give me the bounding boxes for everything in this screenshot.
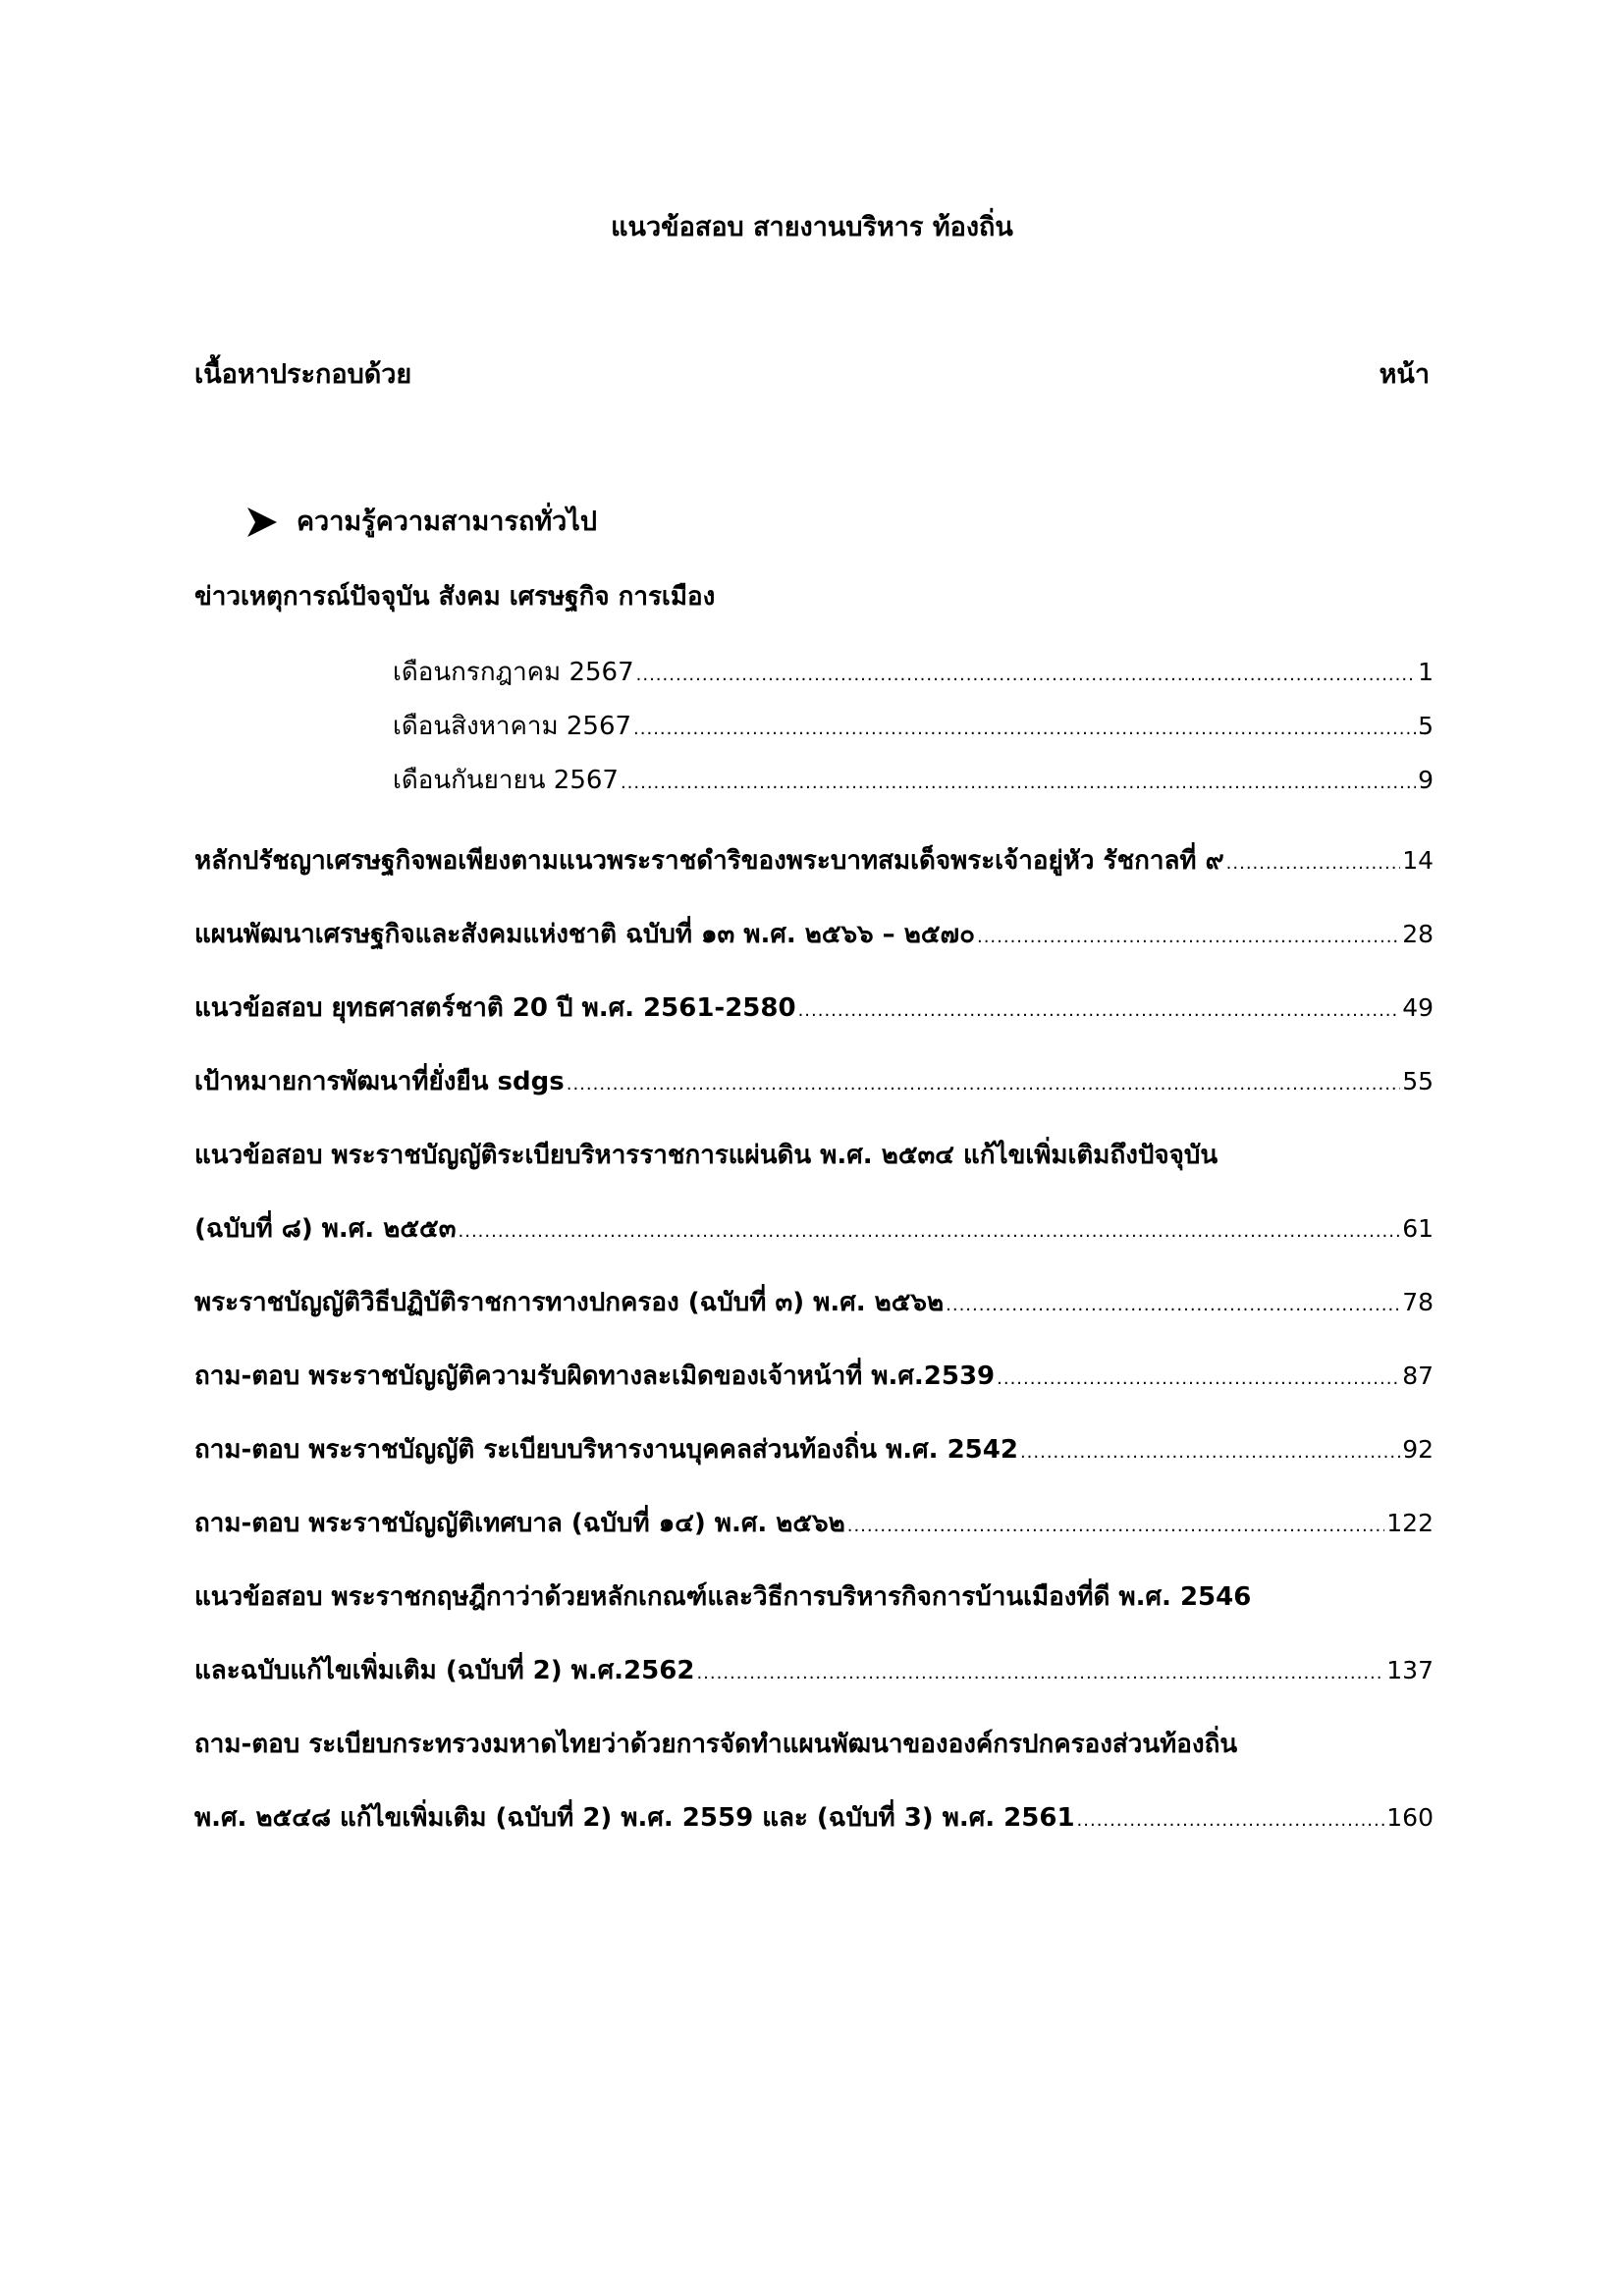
dot-leader — [621, 761, 1416, 803]
toc-entry-title: ข่าวเหตุการณ์ปัจจุบัน สังคม เศรษฐกิจ การเมือง — [194, 582, 716, 612]
toc-entry-title: แนวข้อสอบ พระราชบัญญัติระเบียบริหารราชการแผ่นดิน พ.ศ. ๒๕๓๔ แก้ไขเพิ่มเติมถึงปัจจุบัน — [194, 1141, 1218, 1170]
toc-entry[interactable] — [194, 1798, 1434, 1838]
toc-entry-page: 137 — [1386, 1656, 1434, 1684]
dot-leader — [459, 1209, 1401, 1252]
toc-entry-title: ถาม-ตอบ พระราชบัญญัติเทศบาล (ฉบับที่ ๑๔) พ.ศ. ๒๕๖๒ — [194, 1509, 845, 1538]
toc-entry[interactable] — [194, 1136, 1434, 1175]
toc-entry-page: 61 — [1402, 1214, 1434, 1243]
toc-entry-title: แผนพัฒนาเศรษฐกิจและสังคมแห่งชาติ ฉบับที่ ๑๓ พ.ศ. ๒๕๖๖ – ๒๕๗๐ — [194, 920, 975, 949]
toc-entry-page: 49 — [1402, 993, 1434, 1022]
toc-header — [194, 355, 1430, 395]
toc-entry-page: 28 — [1402, 920, 1434, 948]
toc-entry[interactable] — [194, 1357, 1434, 1396]
page-column-label: หน้า — [1379, 359, 1430, 390]
toc-entry[interactable] — [194, 915, 1434, 954]
toc-entry-title: พระราชบัญญัติวิธีปฏิบัติราชการทางปกครอง (ฉบับที่ ๓) พ.ศ. ๒๕๖๒ — [194, 1288, 945, 1317]
toc-entry-page: 87 — [1402, 1362, 1434, 1390]
toc-entry[interactable] — [393, 653, 1434, 692]
toc-entry[interactable] — [194, 841, 1434, 881]
toc-entry[interactable] — [194, 577, 1434, 616]
dot-leader — [847, 1504, 1385, 1546]
toc-entry-title: แนวข้อสอบ พระราชกฤษฎีกาว่าด้วยหลักเกณฑ์และวิธีการบริหารกิจการบ้านเมืองที่ดี พ.ศ. 2546 — [194, 1582, 1252, 1612]
toc-entry-page: 9 — [1418, 766, 1434, 794]
toc-entry-title: เดือนกรกฎาคม 2567 — [393, 658, 634, 687]
contents-label: เนื้อหาประกอบด้วย — [194, 359, 412, 390]
toc-entry-title: ถาม-ตอบ พระราชบัญญัติ ระเบียบบริหารงานบุคคลส่วนท้องถิ่น พ.ศ. 2542 — [194, 1435, 1018, 1465]
dot-leader — [977, 915, 1400, 957]
toc-entry-title: หลักปรัชญาเศรษฐกิจพอเพียงตามแนวพระราชดำริของพระบาทสมเด็จพระเจ้าอยู่หัว รัชกาลที่ ๙ — [194, 846, 1224, 876]
toc-entry[interactable] — [194, 1651, 1434, 1690]
dot-leader — [946, 1283, 1400, 1325]
section-heading-label: ความรู้ความสามารถทั่วไป — [297, 507, 597, 537]
arrow-bullet-icon — [245, 506, 279, 539]
toc-entry-title: เป้าหมายการพัฒนาที่ยั่งยืน sdgs — [194, 1067, 565, 1096]
toc-entry[interactable] — [194, 1430, 1434, 1469]
toc-entry[interactable] — [194, 988, 1434, 1028]
toc-entry-title: ถาม-ตอบ พระราชบัญญัติความรับผิดทางละเมิดของเจ้าหน้าที่ พ.ศ.2539 — [194, 1362, 996, 1391]
dot-leader — [636, 653, 1416, 695]
toc-entry-title: (ฉบับที่ ๘) พ.ศ. ๒๕๕๓ — [194, 1214, 457, 1244]
toc-entry[interactable] — [194, 1504, 1434, 1543]
toc-entry-page: 122 — [1386, 1509, 1434, 1537]
dot-leader — [1226, 841, 1401, 883]
toc-entry[interactable] — [194, 1283, 1434, 1322]
toc-entry[interactable] — [194, 1209, 1434, 1249]
toc-entry-page: 78 — [1402, 1288, 1434, 1316]
toc-entry[interactable] — [194, 1577, 1434, 1617]
toc-entry[interactable] — [393, 707, 1434, 746]
dot-leader — [696, 1651, 1384, 1693]
toc-entry-page: 160 — [1386, 1803, 1434, 1832]
toc-entry-title: แนวข้อสอบ ยุทธศาสตร์ชาติ 20 ปี พ.ศ. 2561-2580 — [194, 993, 796, 1023]
toc-entry-page: 14 — [1402, 846, 1434, 875]
toc-entry-page: 1 — [1418, 658, 1434, 686]
dot-leader — [1020, 1430, 1400, 1472]
dot-leader — [997, 1357, 1400, 1399]
toc-entry-page: 92 — [1402, 1435, 1434, 1464]
page-title: แนวข้อสอบ สายงานบริหาร ท้องถิ่น — [611, 212, 1013, 242]
toc-entry-title: เดือนกันยายน 2567 — [393, 766, 619, 795]
toc-entry[interactable] — [194, 1062, 1434, 1101]
toc-entry-page: 5 — [1418, 712, 1434, 740]
dot-leader — [567, 1062, 1400, 1104]
toc-entry-title: พ.ศ. ๒๕๔๘ แก้ไขเพิ่มเติม (ฉบับที่ 2) พ.ศ. 2559 และ (ฉบับที่ 3) พ.ศ. 2561 — [194, 1803, 1075, 1833]
toc-entry[interactable] — [194, 1725, 1434, 1764]
dot-leader — [1077, 1798, 1385, 1841]
toc-entry[interactable] — [393, 761, 1434, 800]
toc-entry-page: 55 — [1402, 1067, 1434, 1095]
toc-entry-title: เดือนสิงหาคาม 2567 — [393, 712, 632, 741]
toc-entry-title: ถาม-ตอบ ระเบียบกระทรวงมหาดไทยว่าด้วยการจัดทำแผนพัฒนาขององค์กรปกครองส่วนท้องถิ่น — [194, 1730, 1238, 1759]
dot-leader — [798, 988, 1401, 1031]
toc-entry-title: และฉบับแก้ไขเพิ่มเติม (ฉบับที่ 2) พ.ศ.2562 — [194, 1656, 695, 1685]
dot-leader — [633, 707, 1416, 749]
section-heading — [245, 503, 597, 542]
